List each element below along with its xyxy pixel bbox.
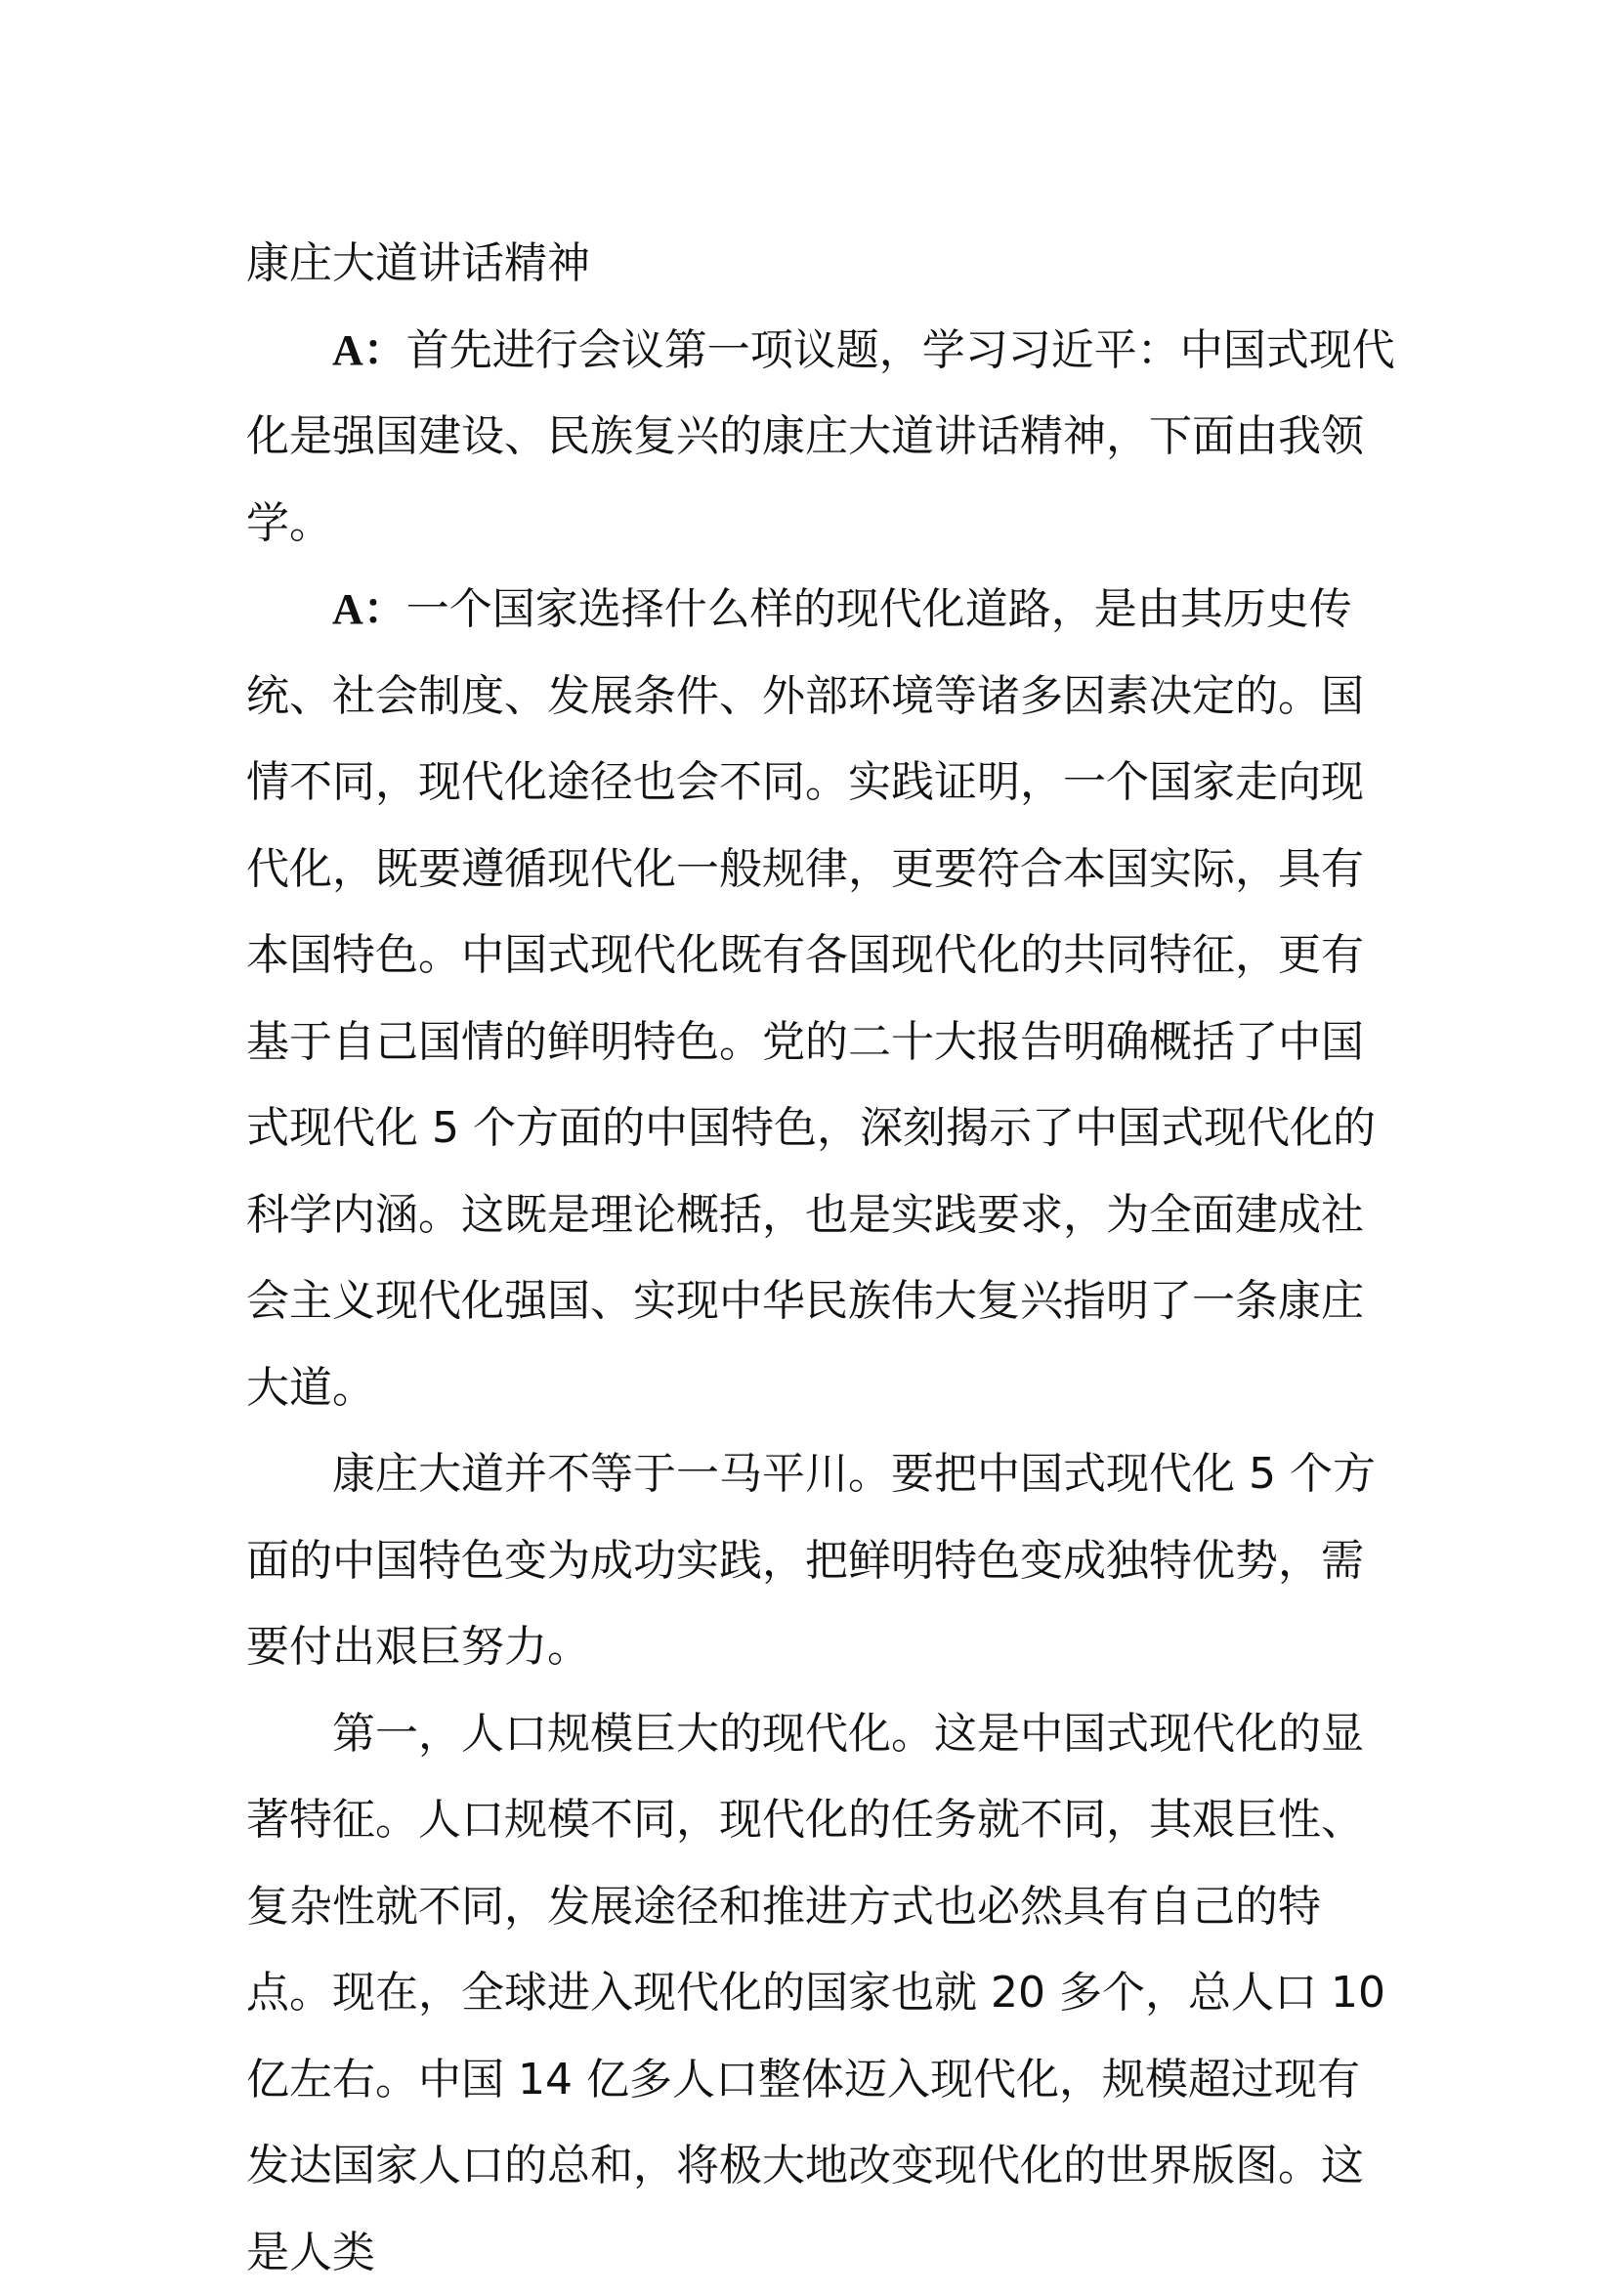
document-title: 康庄大道讲话精神 — [246, 221, 1399, 308]
document-page — [246, 221, 1399, 2296]
paragraph-1 — [246, 308, 1399, 568]
paragraph-text: 一个国家选择什么样的现代化道路，是由其历史传统、社会制度、发展条件、外部环境等诸多因素决定的。国情不同，现代化途径也会不同。实践证明，一个国家走向现代化，既要遵循现代化一般规律，更要符合本国实际，具有本国特色。中国式现代化既有各国现代化的共同特征，更有基于自己国情的鲜明特色。党的二十大报告明确概括了中国式现代化 5 个方面的中国特色，深刻揭示了中国式现代化的科学内涵。这既是理论概括，也是实践要求，为全面建成社会主义现代化强国、实现中华民族伟大复兴指明了一条康庄大道。 — [246, 584, 1376, 1413]
speaker-label: A： — [332, 326, 406, 374]
paragraph-3 — [246, 1431, 1399, 1691]
paragraph-4 — [246, 1691, 1399, 2296]
paragraph-text: 康庄大道并不等于一马平川。要把中国式现代化 5 个方面的中国特色变为成功实践，把鲜明特色变成独特优势，需要付出艰巨努力。 — [246, 1449, 1376, 1672]
speaker-label: A： — [332, 585, 406, 633]
paragraph-text: 第一，人口规模巨大的现代化。这是中国式现代化的显著特征。人口规模不同，现代化的任务就不同，其艰巨性、复杂性就不同，发展途径和推进方式也必然具有自己的特点。现在，全球进入现代化的国家也就 20 多个，总人口 10 亿左右。中国 14 亿多人口整体迈入现代化，规模超过现有发达国家人口的总和，将极大地改变现代化的世界版图。这是人类 — [246, 1709, 1385, 2277]
paragraph-text: 首先进行会议第一项议题，学习习近平：中国式现代化是强国建设、民族复兴的康庄大道讲话精神，下面由我领学。 — [246, 325, 1395, 548]
paragraph-2 — [246, 567, 1399, 1431]
